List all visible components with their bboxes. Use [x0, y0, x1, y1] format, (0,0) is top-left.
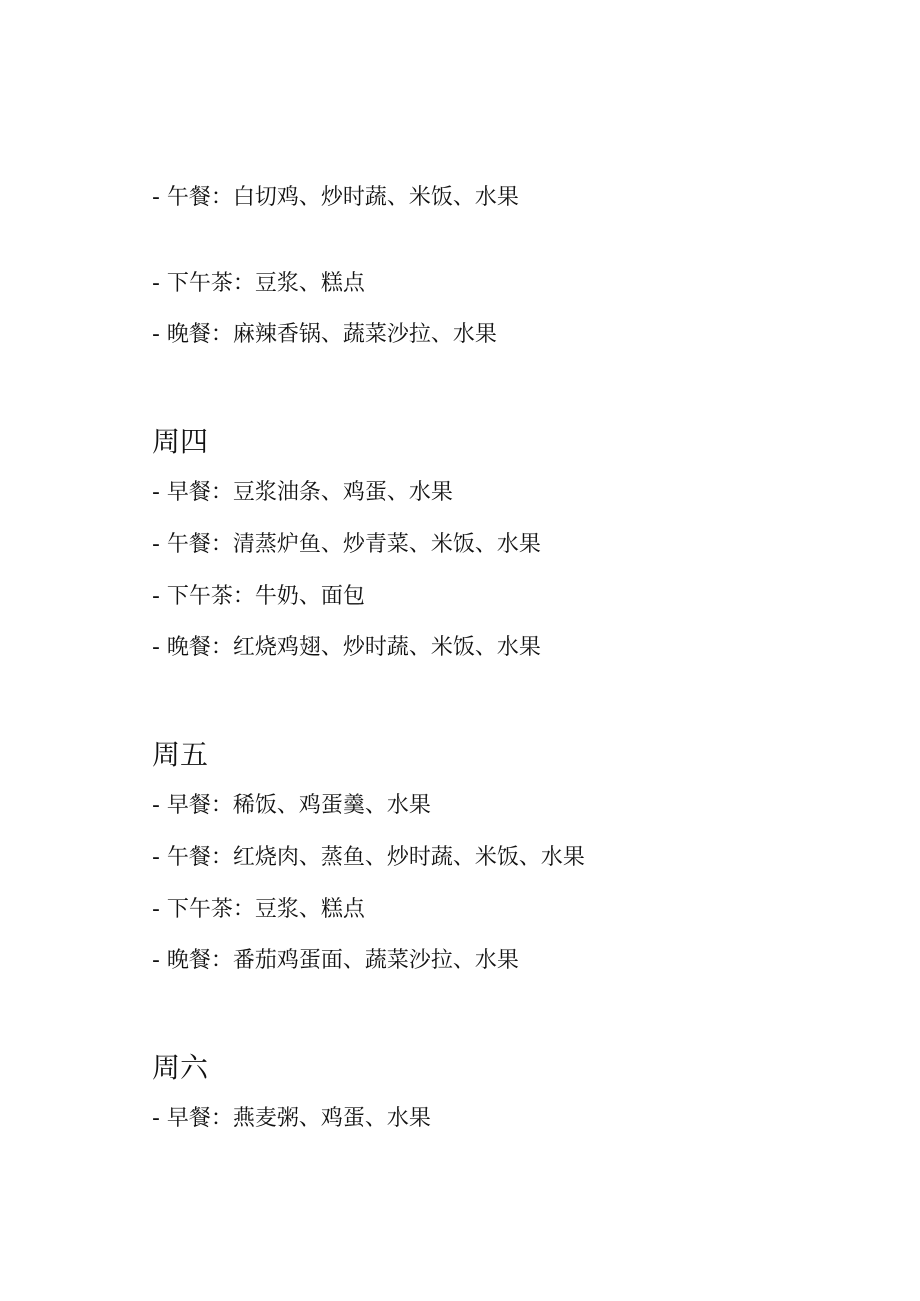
day-heading-saturday: 周六 [152, 1051, 209, 1084]
meal-item-tea: - 下午茶：豆浆、糕点 [152, 897, 365, 922]
meal-item-dinner: - 晚餐：麻辣香锅、蔬菜沙拉、水果 [152, 322, 497, 347]
meal-item-tea: - 下午茶：豆浆、糕点 [152, 271, 365, 296]
day-heading-friday: 周五 [152, 738, 209, 771]
meal-item-dinner: - 晚餐：红烧鸡翅、炒时蔬、米饭、水果 [152, 635, 541, 660]
meal-item-breakfast: - 早餐：燕麦粥、鸡蛋、水果 [152, 1106, 431, 1131]
meal-item-tea: - 下午茶：牛奶、面包 [152, 584, 365, 609]
meal-item-lunch: - 午餐：白切鸡、炒时蔬、米饭、水果 [152, 185, 519, 210]
meal-item-dinner: - 晚餐：番茄鸡蛋面、蔬菜沙拉、水果 [152, 948, 519, 973]
meal-item-breakfast: - 早餐：稀饭、鸡蛋羹、水果 [152, 793, 431, 818]
meal-item-lunch: - 午餐：清蒸炉鱼、炒青菜、米饭、水果 [152, 532, 541, 557]
meal-item-breakfast: - 早餐：豆浆油条、鸡蛋、水果 [152, 480, 453, 505]
day-heading-thursday: 周四 [152, 425, 209, 458]
meal-item-lunch: - 午餐：红烧肉、蒸鱼、炒时蔬、米饭、水果 [152, 845, 585, 870]
